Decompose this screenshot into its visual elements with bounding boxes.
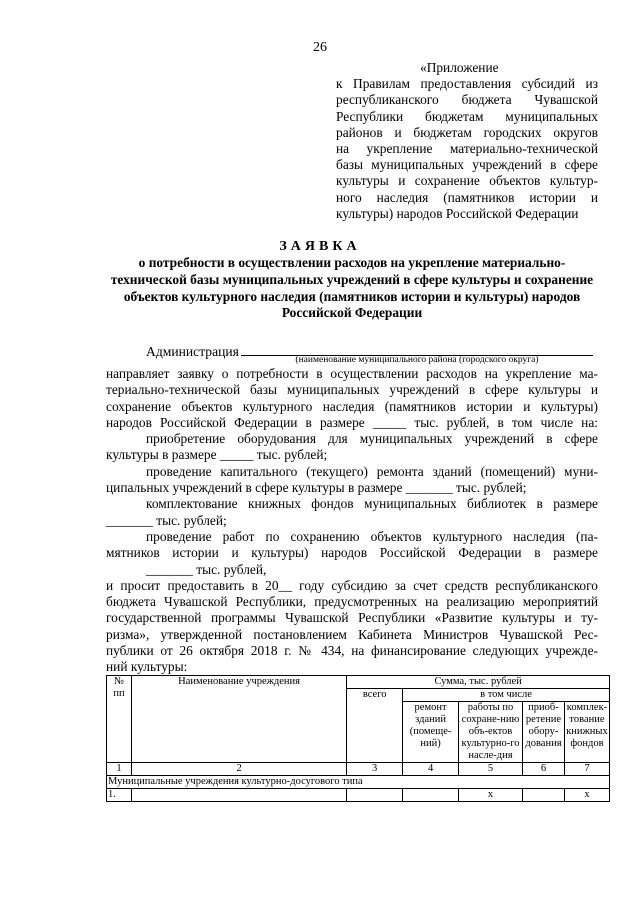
appendix-block: [336, 60, 598, 222]
row-books-mark: х: [564, 789, 609, 802]
request-body: [106, 366, 598, 676]
body-line: проведение капитального (текущего) ремонта зданий (помещений) муни-: [146, 463, 598, 479]
appendix-line: «Приложение: [420, 60, 499, 75]
header-book-funds: комплек-тование книжных фондов: [564, 702, 609, 763]
appendix-line: Республики бюджетам муниципальных: [336, 108, 598, 124]
row-cell: [522, 789, 564, 802]
appendix-line: ного наследия (памятников истории и: [336, 189, 598, 205]
appendix-line: республиканского бюджета Чувашской: [336, 92, 598, 108]
appendix-line: на укрепление материально-технической: [336, 141, 598, 157]
section-title: Муниципальные учреждения культурно-досугового типа: [107, 776, 610, 789]
header-including: в том числе: [403, 689, 610, 702]
body-line: народов Российской Федерации в размере _____ тыс. рублей, в том числе на:: [106, 414, 598, 430]
document-title: ЗАЯВКА: [279, 239, 361, 254]
appendix-line: к Правилам предоставления субсидий из: [336, 76, 598, 92]
admin-label: Администрация: [146, 344, 239, 359]
header-repair: ремонт зданий (помеще-ний): [403, 702, 459, 763]
body-line: публики от 26 октября 2018 г. № 434, на финансирование следующих учрежде-: [106, 643, 598, 659]
institutions-table: [106, 675, 610, 802]
appendix-line: культуры и сохранение объектов культур-: [336, 173, 598, 189]
column-number: 3: [347, 763, 403, 776]
row-heritage-mark: х: [459, 789, 523, 802]
column-number: 6: [522, 763, 564, 776]
body-line: териально-технической базы муниципальных учреждений в сфере культуры и: [106, 382, 598, 398]
body-line: приобретение оборудования для муниципальных учреждений в сфере: [146, 431, 598, 447]
document-subtitle: о потребности в осуществлении расходов на укрепление материально-технической базы муниципальных учреждений в сфере культуры и сохранение объектов культурного наследия (памятников истории и культуры) народов Российской Федерации: [110, 255, 594, 321]
body-line: культуры в размере _____ тыс. рублей;: [106, 447, 328, 463]
row-cell: [347, 789, 403, 802]
admin-caption: (наименование муниципального района (городского округа): [295, 355, 539, 365]
body-line: ний культуры:: [106, 659, 188, 675]
header-total: всего: [347, 689, 403, 763]
column-number: 1: [107, 763, 132, 776]
header-equipment: приоб-ретение обору-дования: [522, 702, 564, 763]
column-number: 2: [131, 763, 346, 776]
body-line: _______ тыс. рублей,: [146, 561, 267, 577]
column-number: 5: [459, 763, 523, 776]
row-cell: [131, 789, 346, 802]
body-line: направляет заявку о потребности в осуществлении расходов на укрепление ма-: [106, 366, 598, 381]
body-line: _______ тыс. рублей;: [106, 512, 227, 528]
header-institution-name: Наименование учреждения: [131, 676, 346, 763]
appendix-line: базы муниципальных учреждений в сфере: [336, 157, 598, 173]
appendix-line: культуры) народов Российской Федерации: [336, 205, 579, 221]
body-line: и просит предоставить в 20__ году субсидию за счет средств республиканского: [106, 577, 598, 593]
column-number: 4: [403, 763, 459, 776]
row-number: 1.: [107, 789, 132, 802]
header-heritage-works: работы по сохране-нию объ-ектов культурно-го насле-дия: [459, 702, 523, 763]
column-number: 7: [564, 763, 609, 776]
body-line: бюджета Чувашской Республики, предусмотренных на реализацию мероприятий: [106, 594, 598, 610]
row-cell: [403, 789, 459, 802]
body-line: сохранение объектов культурного наследия (памятников истории и культуры): [106, 398, 598, 414]
page-number: 26: [313, 40, 327, 55]
body-line: ципальных учреждений в сфере культуры в размере _______ тыс. рублей;: [106, 480, 527, 496]
body-line: комплектование книжных фондов муниципальных библиотек в размере: [146, 496, 598, 512]
body-line: государственной программы Чувашской Республики «Развитие культуры и ту-: [106, 610, 598, 626]
header-number: № пп: [107, 676, 132, 763]
header-sum: Сумма, тыс. рублей: [347, 676, 610, 689]
body-line: мятников истории и культуры) народов Российской Федерации в размере: [106, 545, 598, 561]
appendix-line: районов и бюджетам городских округов: [336, 124, 598, 140]
body-line: ризма», утвержденной постановлением Кабинета Министров Чувашской Рес-: [106, 626, 598, 642]
body-line: проведение работ по сохранению объектов культурного наследия (па-: [146, 528, 598, 544]
